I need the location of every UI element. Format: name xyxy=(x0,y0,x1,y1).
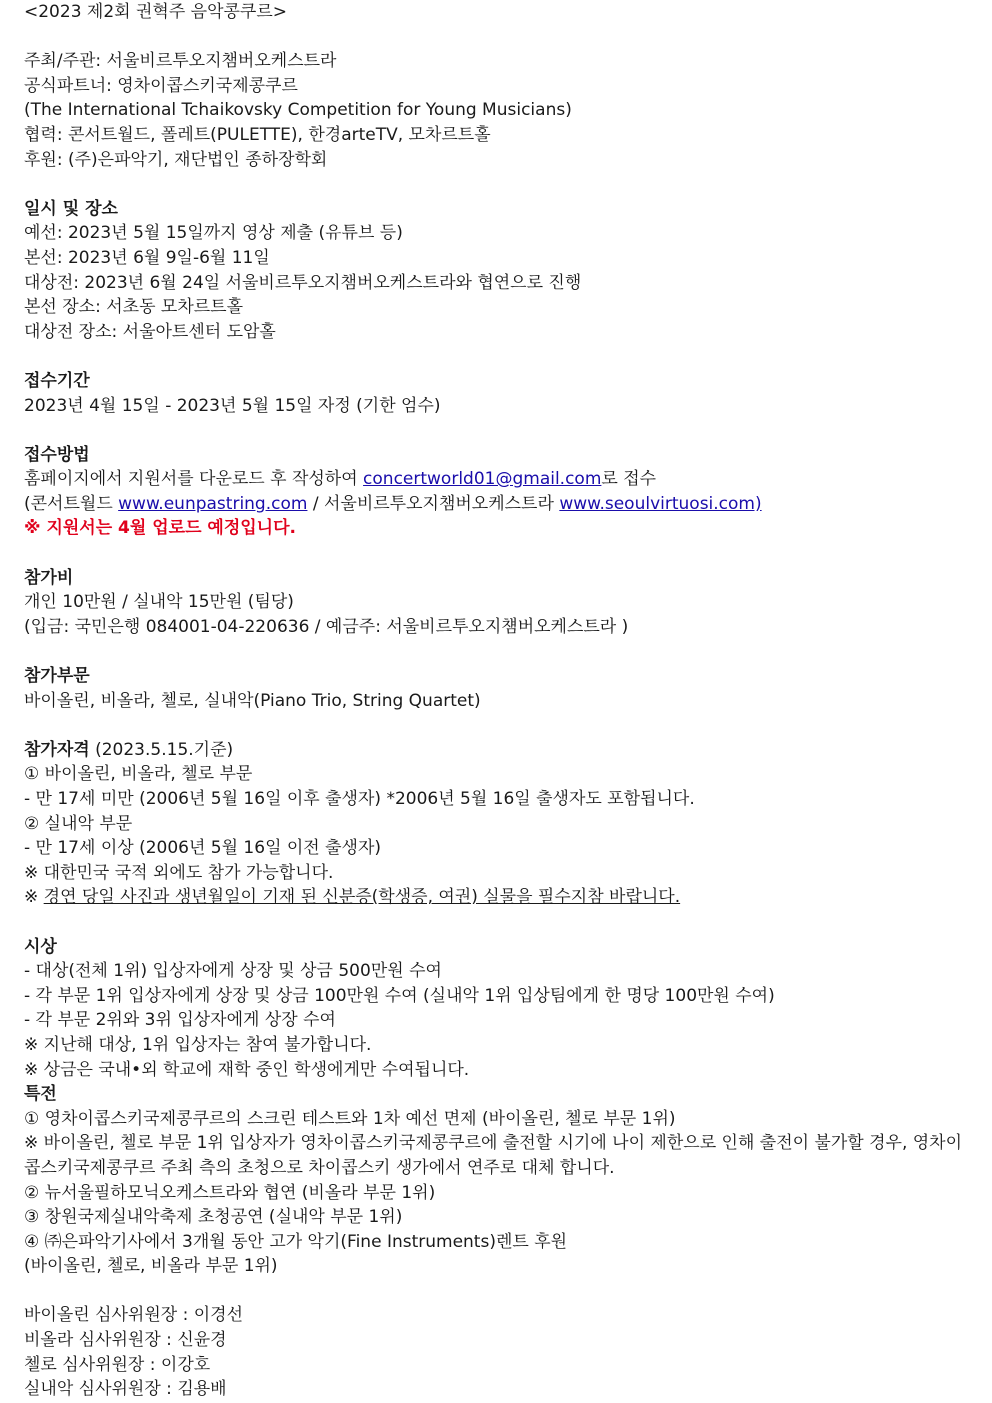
document-body xyxy=(24,0,974,1402)
partner-line: 공식파트너: 영차이콥스키국제콩쿠르 xyxy=(24,75,298,96)
spacer xyxy=(24,639,974,664)
grand-round-line: 대상전: 2023년 6월 24일 서울비르투오지챔버오케스트라와 협연으로 진행 xyxy=(24,272,582,293)
eligibility-note-2 xyxy=(24,885,974,910)
method-line-2 xyxy=(24,492,974,517)
spacer xyxy=(24,344,974,369)
main-venue-line: 본선 장소: 서초동 모차르트홀 xyxy=(24,297,244,318)
prelim-line: 예선: 2023년 5월 15일까지 영상 제출 (유튜브 등) xyxy=(24,223,403,244)
awards-note-2: ※ 상금은 국내•외 학교에 재학 중인 학생에게만 수여됩니다. xyxy=(24,1059,470,1080)
awards-note-1: ※ 지난해 대상, 1위 입상자는 참여 불가합니다. xyxy=(24,1034,372,1055)
spacer xyxy=(24,418,974,443)
spacer xyxy=(24,25,974,50)
schedule-heading: 일시 및 장소 xyxy=(24,198,118,219)
eligibility-item-1-detail: - 만 17세 미만 (2006년 5월 16일 이후 출생자) *2006년 5월 16일 출생자도 포함됩니다. xyxy=(24,789,695,809)
eligibility-note-1: ※ 대한민국 국적 외에도 참가 가능합니다. xyxy=(24,862,334,883)
benefits-heading: 특전 xyxy=(24,1084,57,1105)
awards-heading: 시상 xyxy=(24,936,57,957)
eligibility-item-1: ① 바이올린, 비올라, 첼로 부문 xyxy=(24,764,253,785)
sponsor-line: 후원: (주)은파악기, 재단법인 종하장학회 xyxy=(24,149,328,170)
awards-line-3: - 각 부문 2위와 3위 입상자에게 상장 수여 xyxy=(24,1010,336,1031)
grand-venue-line: 대상전 장소: 서울아트센터 도암홀 xyxy=(24,321,276,342)
host-line: 주최/주관: 서울비르투오지챔버오케스트라 xyxy=(24,51,337,72)
method-line-2-middle: / 서울비르투오지챔버오케스트라 xyxy=(307,493,560,514)
eligibility-item-2: ② 실내악 부문 xyxy=(24,813,133,834)
eligibility-note-2-text: 경연 당일 사진과 생년월일이 기재 된 신분증(학생증, 여권) 실물을 필수지참 바랍니다. xyxy=(43,887,681,908)
document-title: <2023 제2회 권혁주 음악콩쿠르> xyxy=(24,2,287,22)
jury-chamber: 실내악 심사위원장 : 김용배 xyxy=(24,1379,227,1400)
method-line-1-suffix: 로 접수 xyxy=(601,469,657,490)
spacer xyxy=(24,172,974,197)
jury-viola: 비올라 심사위원장 : 신윤경 xyxy=(24,1330,227,1351)
eligibility-heading-note: (2023.5.15.기준) xyxy=(89,739,234,760)
method-line-1 xyxy=(24,467,974,492)
eunpastring-link[interactable]: www.eunpastring.com xyxy=(118,493,308,514)
fee-text: 개인 10만원 / 실내악 15만원 (팀당) xyxy=(24,592,294,613)
benefit-item-4: ④ ㈜은파악기사에서 3개월 동안 고가 악기(Fine Instruments)렌트 후원 xyxy=(24,1231,568,1252)
fee-heading: 참가비 xyxy=(24,567,74,588)
benefit-item-3: ③ 창원국제실내악축제 초청공연 (실내악 부문 1위) xyxy=(24,1207,403,1228)
partner-english-line: (The International Tchaikovsky Competition for Young Musicians) xyxy=(24,100,572,121)
benefit-item-1-note: ※ 바이올린, 첼로 부문 1위 입상자가 영차이콥스키국제콩쿠르에 출전할 시기에 나이 제한으로 인해 출전이 불가할 경우, 영차이콥스키국제콩쿠르 주최 측의 초청으로 차이콥스키 생가에서 연주로 대체 합니다. xyxy=(24,1133,963,1178)
eligibility-note-2-prefix: ※ xyxy=(24,887,44,908)
eligibility-heading-line xyxy=(24,738,974,763)
method-line-2-prefix: (콘서트월드 xyxy=(24,493,119,514)
eligibility-heading: 참가자격 xyxy=(24,739,90,760)
upload-notice: ※ 지원서는 4월 업로드 예정입니다. xyxy=(24,518,296,539)
seoulvirtuosi-link[interactable]: www.seoulvirtuosi.com) xyxy=(559,493,762,514)
jury-violin: 바이올린 심사위원장 : 이경선 xyxy=(24,1305,244,1326)
benefit-item-4-detail: (바이올린, 첼로, 비올라 부문 1위) xyxy=(24,1256,278,1277)
main-round-line: 본선: 2023년 6월 9일-6월 11일 xyxy=(24,247,270,268)
benefit-item-1: ① 영차이콥스키국제콩쿠르의 스크린 테스트와 1차 예선 면제 (바이올린, 첼로 부문 1위) xyxy=(24,1108,676,1129)
benefit-item-2: ② 뉴서울필하모닉오케스트라와 협연 (비올라 부문 1위) xyxy=(24,1182,436,1203)
period-heading: 접수기간 xyxy=(24,370,90,391)
eligibility-item-2-detail: - 만 17세 이상 (2006년 5월 16일 이전 출생자) xyxy=(24,838,382,859)
cooperation-line: 협력: 콘서트월드, 폴레트(PULETTE), 한경arteTV, 모차르트홀 xyxy=(24,124,491,145)
spacer xyxy=(24,1279,974,1304)
email-link[interactable]: concertworld01@gmail.com xyxy=(363,469,602,490)
spacer xyxy=(24,910,974,935)
method-line-1-prefix: 홈페이지에서 지원서를 다운로드 후 작성하여 xyxy=(24,469,364,490)
category-heading: 참가부문 xyxy=(24,666,90,687)
method-heading: 접수방법 xyxy=(24,444,90,465)
awards-line-1: - 대상(전체 1위) 입상자에게 상장 및 상금 500만원 수여 xyxy=(24,961,442,982)
spacer xyxy=(24,713,974,738)
awards-line-2: - 각 부문 1위 입상자에게 상장 및 상금 100만원 수여 (실내악 1위 입상팀에게 한 명당 100만원 수여) xyxy=(24,985,775,1006)
jury-cello: 첼로 심사위원장 : 이강호 xyxy=(24,1354,211,1375)
period-text: 2023년 4월 15일 - 2023년 5월 15일 자정 (기한 엄수) xyxy=(24,395,441,416)
spacer xyxy=(24,541,974,566)
account-text: (입금: 국민은행 084001-04-220636 / 예금주: 서울비르투오지첌버오케스트라 ) xyxy=(24,616,629,637)
category-text: 바이올린, 비올라, 첼로, 실내악(Piano Trio, String Quartet) xyxy=(24,690,481,711)
